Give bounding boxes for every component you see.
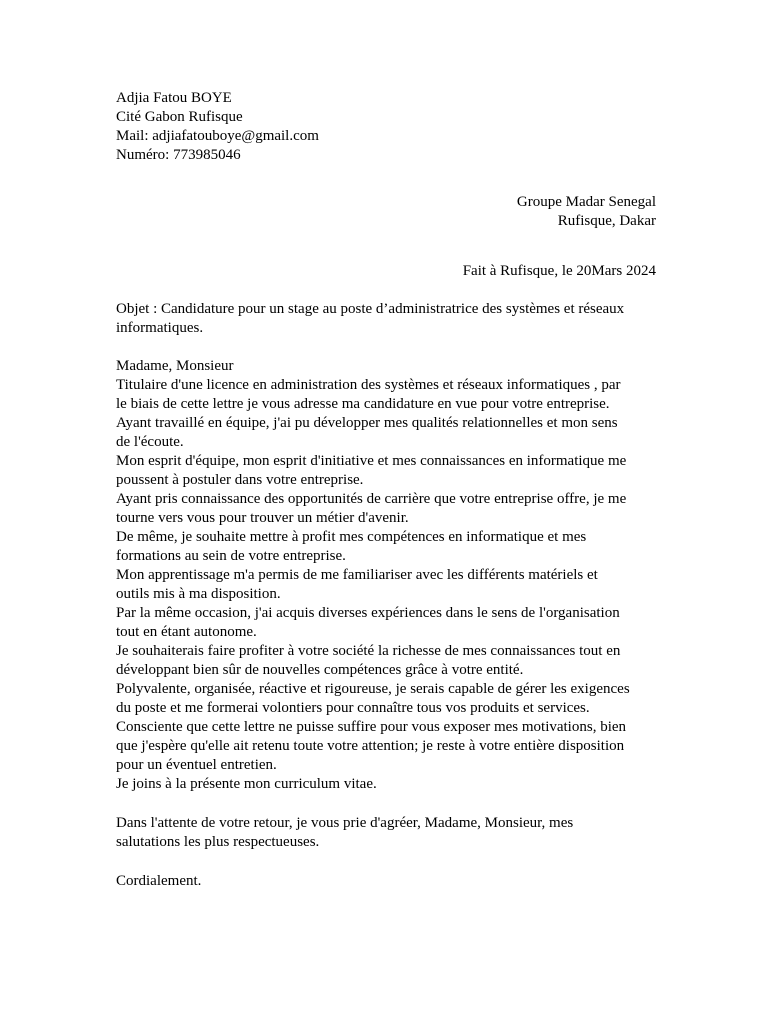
signoff-block bbox=[116, 872, 656, 891]
body-line: Consciente que cette lettre ne puisse suffire pour vous exposer mes motivations, bien bbox=[116, 719, 627, 735]
body-line: Titulaire d'une licence en administration des systèmes et réseaux informatiques , par bbox=[116, 377, 621, 393]
body-line: que j'espère qu'elle ait retenu toute votre attention; je reste à votre entière disposition bbox=[116, 738, 625, 754]
recipient-block bbox=[116, 193, 656, 231]
subject-line: Objet : Candidature pour un stage au poste d’administratrice des systèmes et réseaux bbox=[116, 301, 625, 317]
closing-line: salutations les plus respectueuses. bbox=[116, 834, 320, 850]
greeting: Madame, Monsieur bbox=[116, 358, 234, 374]
body-line: Par la même occasion, j'ai acquis diverses expériences dans le sens de l'organisation bbox=[116, 605, 620, 621]
body-line: tourne vers vous pour trouver un métier d'avenir. bbox=[116, 510, 409, 526]
body-line: développant bien sûr de nouvelles compétences grâce à votre entité. bbox=[116, 662, 524, 678]
body-line: formations au sein de votre entreprise. bbox=[116, 548, 346, 564]
body-line: de l'écoute. bbox=[116, 434, 184, 450]
letter-body bbox=[116, 357, 656, 794]
body-line: le biais de cette lettre je vous adresse ma candidature en vue pour votre entreprise. bbox=[116, 396, 610, 412]
subject-block bbox=[116, 300, 656, 338]
body-line: Je souhaiterais faire profiter à votre société la richesse de mes connaissances tout en bbox=[116, 643, 621, 659]
body-line: Ayant pris connaissance des opportunités de carrière que votre entreprise offre, je me bbox=[116, 491, 627, 507]
date-text: Fait à Rufisque, le 20Mars 2024 bbox=[462, 263, 656, 279]
sender-block bbox=[116, 89, 656, 165]
body-line: poussent à postuler dans votre entreprise. bbox=[116, 472, 364, 488]
body-line: Polyvalente, organisée, réactive et rigoureuse, je serais capable de gérer les exigences bbox=[116, 681, 630, 697]
body-line: De même, je souhaite mettre à profit mes compétences en informatique et mes bbox=[116, 529, 587, 545]
signoff: Cordialement. bbox=[116, 873, 202, 889]
closing-line: Dans l'attente de votre retour, je vous prie d'agréer, Madame, Monsieur, mes bbox=[116, 815, 574, 831]
closing-block bbox=[116, 814, 656, 852]
recipient-company: Groupe Madar Senegal bbox=[516, 194, 656, 210]
recipient-city: Rufisque, Dakar bbox=[557, 213, 656, 229]
body-line: du poste et me formerai volontiers pour connaître tous vos produits et services. bbox=[116, 700, 590, 716]
sender-address: Cité Gabon Rufisque bbox=[116, 109, 243, 125]
body-line: outils mis à ma disposition. bbox=[116, 586, 281, 602]
body-line: Mon esprit d'équipe, mon esprit d'initiative et mes connaissances en informatique me bbox=[116, 453, 627, 469]
body-line: Mon apprentissage m'a permis de me familiariser avec les différents matériels et bbox=[116, 567, 598, 583]
body-line: Ayant travaillé en équipe, j'ai pu développer mes qualités relationnelles et mon sens bbox=[116, 415, 618, 431]
body-line: Je joins à la présente mon curriculum vitae. bbox=[116, 776, 377, 792]
body-line: tout en étant autonome. bbox=[116, 624, 257, 640]
sender-name: Adjia Fatou BOYE bbox=[116, 90, 232, 106]
subject-line: informatiques. bbox=[116, 320, 204, 336]
date-line bbox=[116, 262, 656, 281]
sender-phone: Numéro: 773985046 bbox=[116, 147, 241, 163]
sender-mail: Mail: adjiafatouboye@gmail.com bbox=[116, 128, 319, 144]
body-line: pour un éventuel entretien. bbox=[116, 757, 277, 773]
